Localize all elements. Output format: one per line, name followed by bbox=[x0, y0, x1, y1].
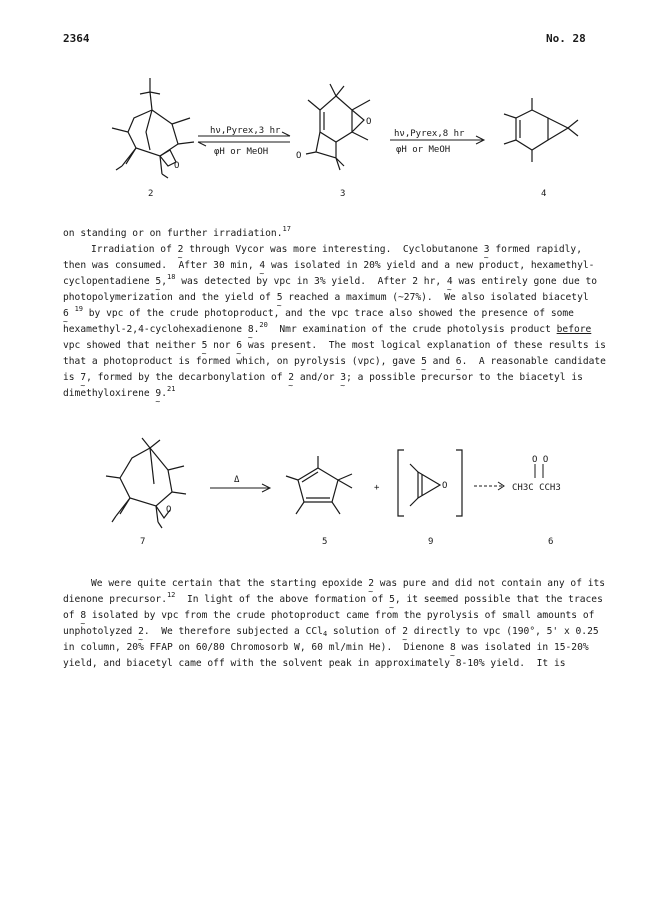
compound-ref: 8 ~ bbox=[450, 640, 456, 656]
text-run: photopolymerization and the yield of bbox=[63, 292, 277, 303]
structure-6-biacetyl bbox=[512, 455, 561, 493]
compound-ref: 5 ~ bbox=[202, 338, 208, 354]
structure-2-epoxy-bicyclic-ketone bbox=[112, 78, 194, 178]
text-run: cyclopentadiene bbox=[63, 276, 156, 287]
text-run: , it seemed possible that the traces bbox=[394, 594, 603, 605]
label-compound-9: 9 bbox=[428, 537, 434, 547]
carbonyl-oxygens: O O bbox=[532, 455, 549, 465]
compound-ref: 3 ~ bbox=[340, 370, 346, 386]
issue-number: No. 28 bbox=[546, 32, 586, 45]
text-run: , formed by the decarbonylation of bbox=[86, 372, 289, 383]
svg-text:O: O bbox=[366, 117, 372, 127]
heat-label: Δ bbox=[234, 475, 240, 485]
label-compound-4: 4 bbox=[541, 189, 547, 199]
structure-3-cyclobutanone bbox=[296, 84, 371, 170]
compound-ref: 4 ~ bbox=[259, 258, 265, 274]
compound-ref: 2 ~ bbox=[402, 624, 408, 640]
structure-7-bicyclic-ketone bbox=[106, 438, 186, 528]
svg-text:O: O bbox=[174, 161, 180, 171]
text-run: dienone precursor. bbox=[63, 594, 167, 605]
reference: 20 bbox=[259, 321, 268, 329]
structure-9-dimethyloxirene bbox=[398, 450, 462, 516]
label-compound-3: 3 bbox=[340, 189, 346, 199]
reference: 19 bbox=[74, 305, 83, 313]
label-compound-2: 2 bbox=[148, 189, 154, 199]
reference: 17 bbox=[282, 225, 291, 233]
compound-ref: 4 ~ bbox=[447, 274, 453, 290]
compound-ref: 5 ~ bbox=[389, 592, 395, 608]
text-run: was detected by vpc in 3% yield. After 2 hr, bbox=[175, 276, 447, 287]
reference: 12 bbox=[166, 591, 176, 599]
compound-ref: 5 ~ bbox=[277, 290, 283, 306]
svg-text:O: O bbox=[166, 505, 172, 515]
compound-ref: 7 ~ bbox=[80, 370, 86, 386]
compound-ref: 6 ~ bbox=[456, 354, 462, 370]
reference: 18 bbox=[166, 273, 176, 281]
label-compound-6: 6 bbox=[548, 537, 554, 547]
text-run: and bbox=[426, 356, 456, 367]
text-run: formed rapidly, bbox=[489, 244, 582, 255]
text-run: was pure and did not contain any of its bbox=[374, 578, 606, 589]
text-run: dimethyloxirene bbox=[63, 388, 156, 399]
reaction-scheme-1 bbox=[0, 70, 672, 210]
text-run: was present. The most logical explanation of these results is bbox=[242, 340, 606, 351]
text-run: unphotolyzed bbox=[63, 626, 139, 637]
arrow2-conditions-bottom: φH or MeOH bbox=[396, 145, 451, 155]
structure-4-bicyclohexadiene bbox=[504, 98, 578, 162]
text-run: solution of bbox=[327, 626, 403, 637]
arrow-dashed bbox=[474, 482, 504, 490]
compound-ref: 2 ~ bbox=[138, 624, 144, 640]
text-run: yield, and biacetyl came off with the solvent peak in approximately 8-10% yield. It is bbox=[63, 658, 566, 669]
text-run: vpc showed that neither bbox=[63, 340, 202, 351]
plus-sign: + bbox=[374, 483, 380, 493]
paragraph-1: on standing or on further irradiation.$^{17}$ Irradiation of 2 ~ through Vycor was more interesting. Cyclobutanone 3 ~ formed rapidly, then was consumed. After 30 min, 4 ~ was isolated in 20% yield and a new product, hexamethyl- cyclopentadiene 5 ~,$^{18}$ was detected by vpc in 3% yield. After 2 hr, 4 ~ was entirely gone due to photopolymerization and the yield of 5 ~ reached a maximum (~27%). We also isolated biacetyl 6 ~ $^{19}$ by vpc of the crude photoproduct, and the vpc trace also showed the presence of some hexamethyl-2,4-cyclohexadienone 8 ~.$^{20}$ Nmr examination of the crude photolysis product before vpc showed that neither 5 ~ nor 6 ~ was present. The most logical explanation of these results is that a photoproduct is formed which, on pyrolysis (vpc), gave 5 ~ and 6 ~. A reasonable candidate is 7 ~, formed by the decarbonylation of 2 ~ and/or 3 ~; a possible precursor to the biacetyl is dimethyloxirene 9 ~.$^{21}$ bbox=[63, 226, 623, 402]
text-run: hexamethyl-2,4-cyclohexadienone bbox=[63, 324, 248, 335]
page-number: 2364 bbox=[63, 32, 90, 45]
compound-ref: 2 ~ bbox=[368, 576, 374, 592]
compound-ref: 6 ~ bbox=[63, 306, 69, 322]
compound-ref: 2 ~ bbox=[288, 370, 294, 386]
text-run: was isolated in 15-20% bbox=[455, 642, 589, 653]
compound-ref: 5 ~ bbox=[155, 274, 161, 290]
label-compound-7: 7 bbox=[140, 537, 146, 547]
text-run: Irradiation of bbox=[91, 244, 178, 255]
svg-text:O: O bbox=[442, 481, 448, 491]
arrow1-conditions-top: hν,Pyrex,3 hr bbox=[210, 126, 281, 136]
text-run: In light of the above formation of bbox=[175, 594, 390, 605]
text-run: nor bbox=[207, 340, 237, 351]
arrow1-conditions-bottom: φH or MeOH bbox=[214, 147, 269, 157]
text-run: that a photoproduct is formed which, on pyrolysis (vpc), gave bbox=[63, 356, 422, 367]
text-run: . We therefore subjected a CCl bbox=[143, 626, 323, 637]
label-compound-5: 5 bbox=[322, 537, 328, 547]
reaction-scheme-2 bbox=[0, 432, 672, 552]
biacetyl-formula: CH3C CCH3 bbox=[512, 483, 561, 493]
compound-ref: 8 ~ bbox=[80, 608, 86, 624]
text-run: then was consumed. After 30 min, bbox=[63, 260, 260, 271]
underlined-word: before bbox=[556, 324, 592, 335]
text-run: . A reasonable candidate bbox=[461, 356, 606, 367]
text-run: is bbox=[63, 372, 81, 383]
compound-ref: 8 ~ bbox=[248, 322, 254, 338]
text-run: Nmr examination of the crude photolysis product bbox=[267, 324, 557, 335]
text-run: reached a maximum (~27%). We also isolated biacetyl bbox=[282, 292, 589, 303]
text-run: and/or bbox=[294, 372, 341, 383]
text-run: by vpc of the crude photoproduct, and the vpc trace also showed the presence of some bbox=[83, 308, 574, 319]
text-run: was entirely gone due to bbox=[452, 276, 598, 287]
paragraph-2 bbox=[63, 576, 623, 672]
compound-ref: 5 ~ bbox=[421, 354, 427, 370]
text-run: on standing or on further irradiation. bbox=[63, 228, 283, 239]
svg-text:O: O bbox=[296, 151, 302, 161]
text-run: directly to vpc (190°, 5' x 0.25 bbox=[408, 626, 599, 637]
structure-5-hexamethylcyclopentadiene bbox=[286, 456, 352, 514]
subscript: 4 bbox=[322, 630, 328, 638]
compound-ref: 6 ~ bbox=[236, 338, 242, 354]
text-run: was isolated in 20% yield and a new product, hexamethyl- bbox=[265, 260, 595, 271]
text-run: isolated by vpc from the crude photoproduct came from the pyrolysis of small amounts of bbox=[86, 610, 595, 621]
compound-ref: 3 ~ bbox=[484, 242, 490, 258]
arrow-heat bbox=[210, 484, 270, 492]
text-run: in column, 20% FFAP on 60/80 Chromosorb W, 60 ml/min He). Dienone bbox=[63, 642, 450, 653]
reference: 21 bbox=[166, 385, 176, 393]
arrow2-conditions-top: hν,Pyrex,8 hr bbox=[394, 129, 465, 139]
compound-ref: 9 ~ bbox=[155, 386, 161, 402]
text-run: of bbox=[63, 610, 81, 621]
text-run: We were quite certain that the starting epoxide bbox=[91, 578, 369, 589]
text-run: through Vycor was more interesting. Cyclobutanone bbox=[183, 244, 484, 255]
text-run: ; a possible precursor to the biacetyl is bbox=[346, 372, 583, 383]
compound-ref: 2 ~ bbox=[178, 242, 184, 258]
